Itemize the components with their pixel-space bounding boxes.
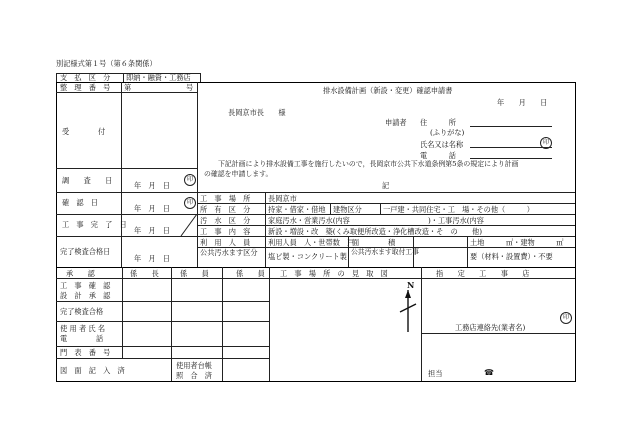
sekkei-label: 設 計 承 認 (60, 291, 111, 300)
shounin-label: 承 認 (66, 269, 95, 278)
shiyousha-label: 使 用 者 氏 名 (60, 324, 106, 333)
chousa-stamp: 印 (184, 174, 196, 186)
go-label: 号 (186, 83, 194, 92)
body-line-1: 下記計画により排水設備工事を施行したいので，長岡京市公共下水道条例第5条の規定により計画 (218, 160, 519, 168)
kakariin-label-2: 係 員 (236, 269, 265, 278)
mitorizu-label: 工 事 場 所 の 見 取 図 (280, 269, 388, 278)
osui-value-2: )・工事汚水(内容 (428, 216, 484, 225)
shoyu-value: 持家・借家・借地 (268, 205, 326, 214)
kanryou-kensa-label: 完了検査合格 (60, 307, 104, 316)
kakunin-stamp: 印 (184, 197, 196, 209)
furigana-label: (ふりがな) (430, 128, 465, 137)
koji-basho-label: 工 事 場 所 (200, 194, 251, 203)
app-date: 年 月 日 (497, 98, 548, 107)
koji-basho-value: 長岡京市 (268, 194, 297, 203)
tochi-value: 土地 ㎡・建物 ㎡ (470, 238, 564, 247)
chousa-label: 調 査 日 (62, 176, 113, 185)
body-line-2: の確認を申請します。 (204, 170, 273, 178)
kenbutsu-label: 建物区分 (333, 205, 362, 214)
masu-koji-value: 要（材料・設置費）・不要 (470, 252, 553, 261)
denwa-label: 電 話 (60, 334, 104, 343)
address-label: 住 所 (420, 118, 456, 127)
renraku-label: 工務店連絡先(業者名) (455, 323, 526, 332)
addressee: 長岡京市長 様 (228, 108, 286, 117)
kensa-date: 年 月 日 (134, 254, 170, 263)
uketsuke-label: 受 付 (62, 127, 106, 136)
kakunin-date: 年 月 日 (134, 204, 170, 213)
phone-label: 電 話 (420, 151, 456, 160)
naiyou-value: 新設・増設・改 築(くみ取便所改造・浄化槽改造・そ の 他) (268, 227, 483, 236)
shitei-stamp: 印 (560, 312, 572, 324)
seiri-label: 整 理 番 号 (60, 83, 111, 92)
ki-label: 記 (382, 181, 390, 190)
slash-mark (178, 214, 198, 236)
kenbutsu-value: 一戸建・共同住宅・工 場・その他（ ） (383, 205, 534, 214)
applicant-stamp: 印 (540, 137, 552, 149)
monhyo-label: 門 表 番 号 (60, 348, 111, 357)
phone-icon: ☎ (484, 368, 494, 377)
form-title: 別記様式第１号（第６条関係） (56, 59, 157, 68)
applicant-label: 申請者 (385, 118, 407, 127)
masu-value: 塩ビ製・コンクリート製 (268, 252, 347, 261)
daichou-label-2: 照 合 済 (176, 371, 212, 380)
shoyu-label: 所 有 区 分 (200, 205, 251, 214)
naiyou-label: 工 事 内 容 (200, 227, 251, 236)
payment-label: 支 払 区 分 (60, 73, 111, 82)
koji-kakunin-label: 工 事 確 認 (60, 281, 111, 290)
north-label: N (407, 280, 415, 290)
masu-koji-label: 公共汚水ます取付工事 (351, 248, 419, 256)
app-title: 排水設備計画（新設・変更）確認申請書 (323, 86, 453, 95)
kanryou-date: 年 月 日 (134, 226, 170, 235)
zumen-label: 図 面 記 入 済 (60, 366, 125, 375)
name-label: 氏名又は名称 (420, 140, 464, 149)
payment-value: 即納・融資・工務店 (126, 73, 191, 82)
tantou-label: 担当 (428, 369, 443, 378)
masu-label: 公共汚水ます区分 (200, 248, 258, 257)
north-arrow-icon (398, 290, 418, 334)
chousa-date: 年 月 日 (134, 181, 170, 190)
osui-label: 汚 水 区 分 (200, 216, 251, 225)
riyou-value: 利用人員 人・世帯数 戸 (268, 238, 355, 247)
menseki-label: 面 積 (352, 238, 396, 247)
kakunin-label: 確 認 日 (62, 198, 98, 207)
kanryou-label: 工 事 完 了 日 (62, 220, 127, 229)
daichou-label-1: 使用者台帳 (176, 361, 212, 370)
osui-value: 家庭汚水・営業汚水(内容 (268, 216, 350, 225)
kakari-label: 係 長 (130, 269, 159, 278)
dai-label: 第 (124, 83, 132, 92)
shitei-label: 指 定 工 事 店 (436, 269, 530, 278)
kakariin-label: 係 員 (180, 269, 209, 278)
riyou-label: 利 用 人 員 (200, 238, 251, 247)
kensa-label: 完了検査合格日 (60, 247, 111, 256)
